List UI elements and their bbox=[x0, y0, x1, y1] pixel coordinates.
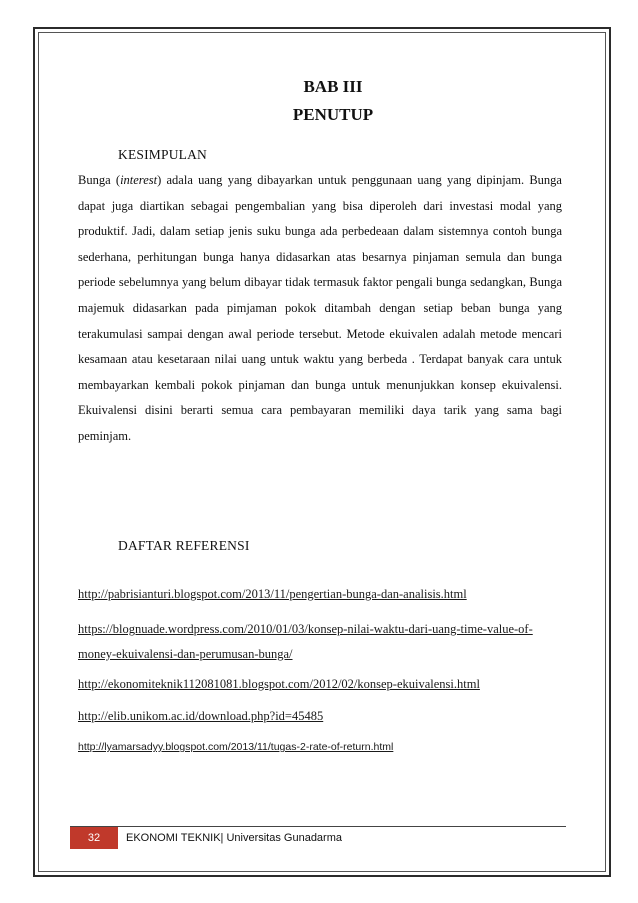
page-number-badge: 32 bbox=[70, 827, 118, 849]
reference-link-1[interactable]: http://pabrisianturi.blogspot.com/2013/11/pengertian-bunga-dan-analisis.html bbox=[78, 587, 467, 601]
interest-term: interest bbox=[120, 173, 158, 187]
reference-link-2[interactable]: https://blognuade.wordpress.com/2010/01/03/konsep-nilai-waktu-dari-uang-time-value-of-money-ekuivalensi-dan-perumusan-bunga/ bbox=[78, 622, 533, 661]
reference-link-5[interactable]: http://lyamarsadyy.blogspot.com/2013/11/tugas-2-rate-of-return.html bbox=[78, 741, 394, 753]
references-heading: DAFTAR REFERENSI bbox=[118, 538, 250, 553]
reference-link-3[interactable]: http://ekonomiteknik112081081.blogspot.com/2012/02/konsep-ekuivalensi.html bbox=[78, 677, 480, 691]
conclusion-heading: KESIMPULAN bbox=[118, 147, 208, 162]
paragraph-text-rest: ) adala uang yang dibayarkan untuk penggunaan uang yang dipinjam. Bunga dapat juga diartikan sebagai pengembalian yang bisa diperoleh dari investasi modal yang produktif. Jadi, dalam setiap jenis suku bunga ada perbedeaan dalam sistemnya contoh bunga sederhana, perhitungan bunga hanya didasarkan atas besarnya pinjaman semula dan bunga periode sebelumnya yang belum dibayar tidak termasuk faktor pengali bunga sedangkan, Bunga majemuk didasarkan pada pimjaman pokok ditambah dengan setiap beban bunga yang terakumulasi sampai dengan awal periode tersebut. Metode ekuivalen adalah metode mencari kesamaan atau kesetaraan nilai uang untuk waktu yang berbeda . Terdapat banyak cara untuk membayarkan kembali pokok pinjaman dan bunga untuk menunjukkan konsep ekuivalensi. Ekuivalensi disini berarti semua cara pembayaran memiliki daya tarik yang sama bagi peminjam. bbox=[78, 173, 562, 443]
footer-text: EKONOMI TEKNIK| Universitas Gunadarma bbox=[126, 832, 342, 844]
chapter-title: PENUTUP bbox=[292, 105, 374, 124]
paragraph-text-start: Bunga ( bbox=[78, 173, 121, 187]
reference-link-4[interactable]: http://elib.unikom.ac.id/download.php?id=45485 bbox=[78, 709, 324, 723]
conclusion-paragraph bbox=[78, 168, 562, 450]
chapter-number: BAB III bbox=[303, 77, 363, 96]
